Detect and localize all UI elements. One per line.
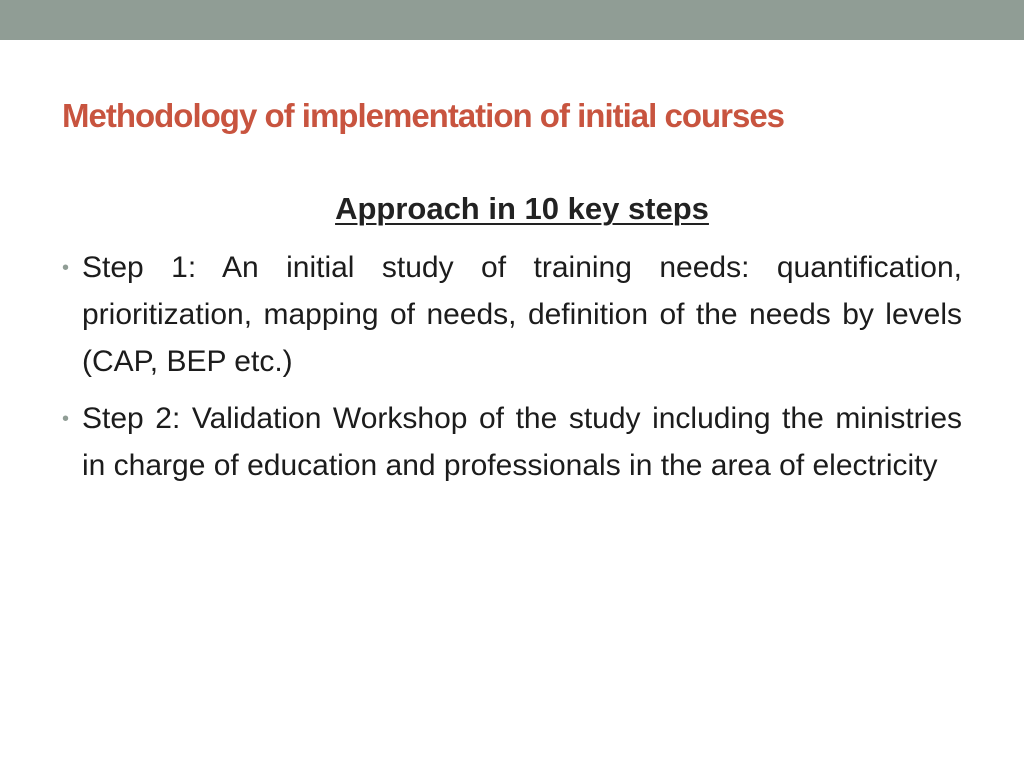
top-band	[0, 0, 1024, 40]
subheading: Approach in 10 key steps	[335, 191, 709, 226]
slide-title: Methodology of implementation of initial courses	[62, 97, 785, 134]
bullet-list	[62, 244, 962, 489]
bullet-dot-icon: •	[62, 408, 70, 430]
slide-content	[62, 184, 962, 489]
bullet-text-step-2: Step 2: Validation Workshop of the study including the ministries in charge of education and professionals in the area of electricity	[82, 402, 962, 482]
bullet-item-step-2	[62, 395, 962, 489]
bullet-item-step-1	[62, 244, 962, 385]
bullet-dot-icon: •	[62, 257, 70, 279]
bullet-text-step-1: Step 1: An initial study of training needs: quantification, prioritization, mapping of needs, definition of the needs by levels (CAP, BEP etc.)	[82, 251, 962, 378]
